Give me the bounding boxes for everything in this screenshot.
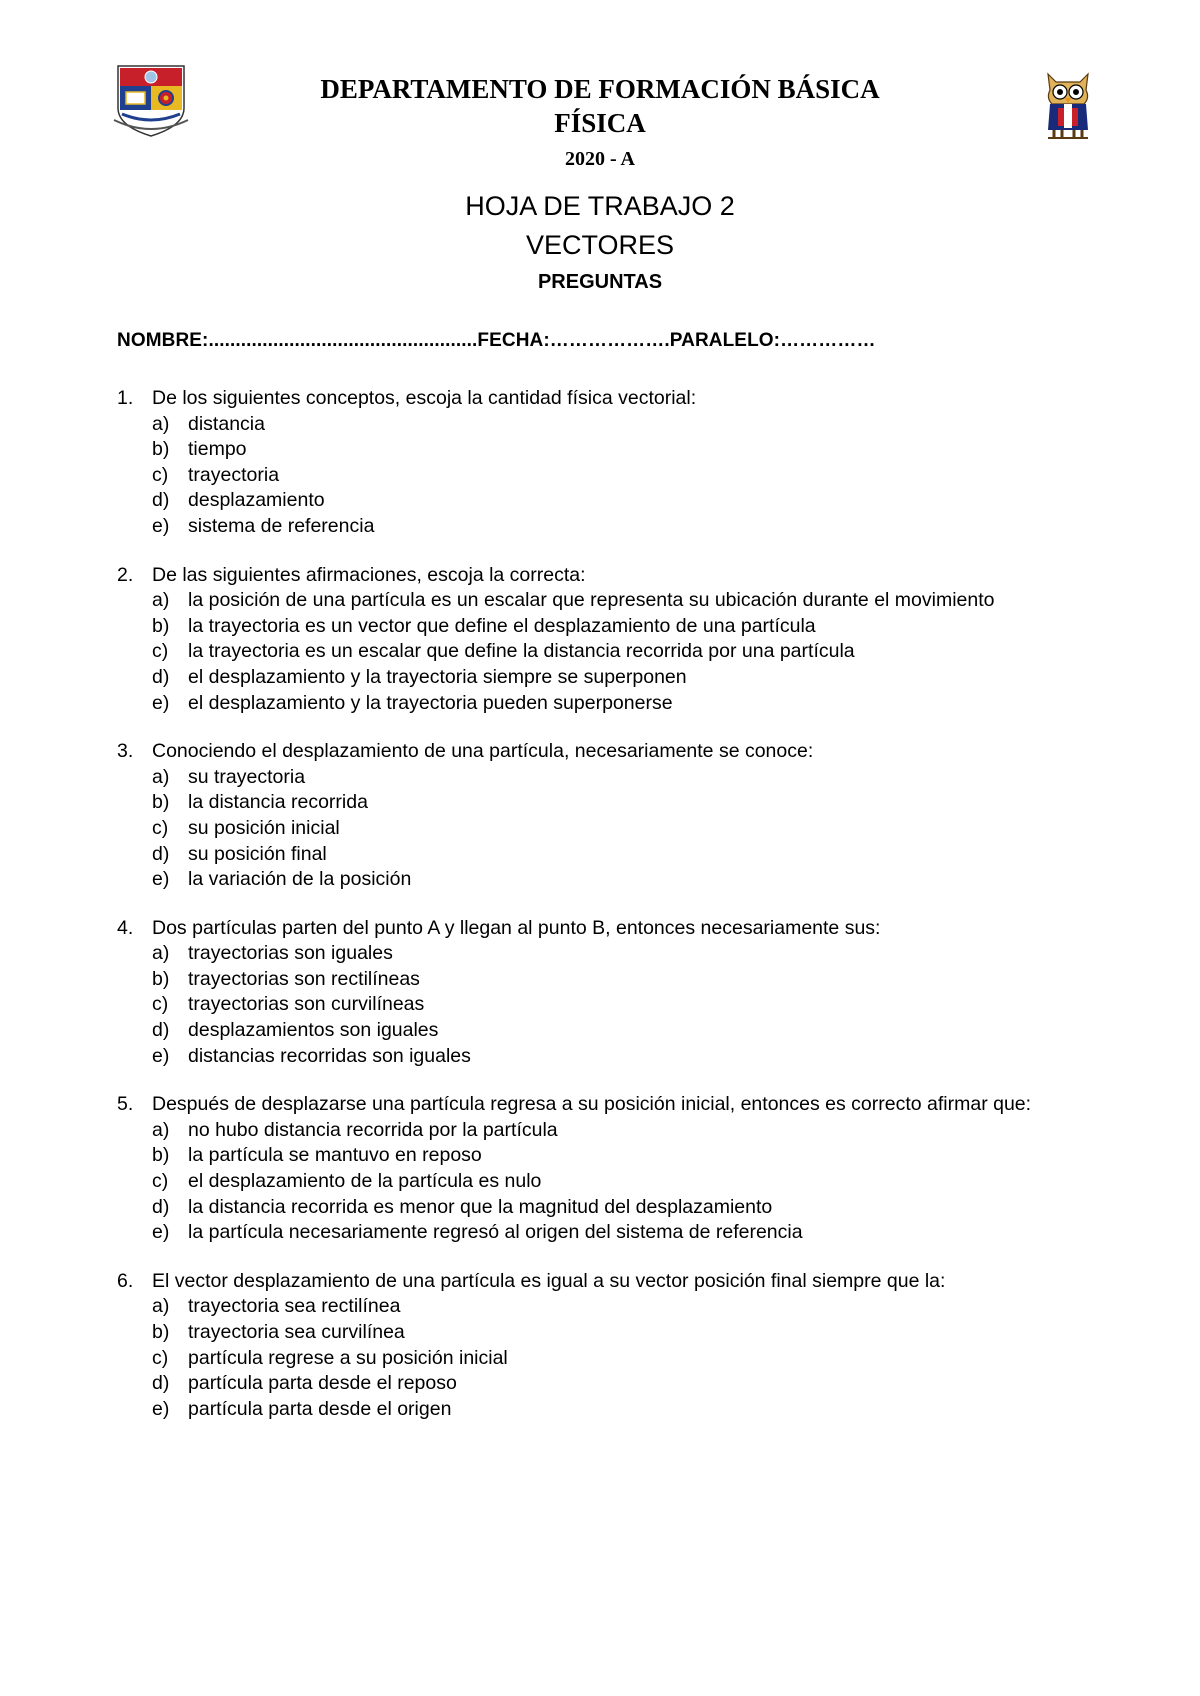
term-label: 2020 - A: [565, 148, 635, 170]
option-letter: b): [152, 967, 170, 990]
student-info-line: NOMBRE:..................................................FECHA:……………….PARALELO:……………: [117, 330, 876, 351]
answer-option: [152, 514, 1117, 540]
option-letter: e): [152, 691, 170, 714]
section-title: PREGUNTAS: [537, 271, 663, 293]
option-letter: d): [152, 1195, 170, 1218]
option-letter: c): [152, 463, 169, 486]
option-letter: d): [152, 1372, 170, 1395]
answer-option: [152, 1143, 1117, 1169]
answer-option: [152, 412, 1117, 438]
question-item: [117, 386, 1117, 540]
question-number: 5.: [117, 1093, 134, 1116]
option-letter: c): [152, 993, 169, 1016]
answer-option: [152, 437, 1117, 463]
option-text: la trayectoria es un vector que define el desplazamiento de una partícula: [188, 614, 816, 637]
option-text: la trayectoria es un escalar que define la distancia recorrida por una partícula: [188, 640, 855, 663]
question-text: De las siguientes afirmaciones, escoja la correcta:: [152, 563, 586, 586]
question-number: 1.: [117, 387, 134, 409]
question-number: 4.: [117, 916, 134, 939]
answer-option: [152, 790, 1117, 816]
option-text: el desplazamiento y la trayectoria pueden superponerse: [188, 691, 673, 714]
option-letter: c): [152, 640, 169, 663]
answer-options: [152, 765, 1117, 893]
answer-option: [152, 588, 1117, 614]
document-header: [0, 72, 1200, 176]
option-text: partícula regrese a su posición inicial: [188, 1346, 508, 1369]
question-item: [117, 1092, 1117, 1246]
option-text: su posición final: [188, 842, 327, 865]
worksheet-titles: [0, 186, 1200, 300]
option-text: trayectoria: [188, 463, 280, 486]
option-letter: d): [152, 665, 170, 688]
answer-option: [152, 1169, 1117, 1195]
answer-option: [152, 1346, 1117, 1372]
option-text: partícula parta desde el reposo: [188, 1372, 457, 1395]
answer-option: [152, 1294, 1117, 1320]
question-text: Conociendo el desplazamiento de una partícula, necesariamente se conoce:: [152, 740, 814, 763]
answer-option: [152, 691, 1117, 717]
topic-title: VECTORES: [525, 230, 675, 260]
answer-option: [152, 765, 1117, 791]
option-letter: e): [152, 1221, 170, 1244]
question-text: Después de desplazarse una partícula regresa a su posición inicial, entonces es correcto afirmar que:: [152, 1093, 1032, 1116]
question-number: 3.: [117, 740, 134, 763]
answer-option: [152, 816, 1117, 842]
answer-option: [152, 1397, 1117, 1423]
option-text: partícula parta desde el origen: [188, 1397, 452, 1420]
answer-option: [152, 842, 1117, 868]
question-item: [117, 739, 1117, 893]
option-text: la variación de la posición: [188, 868, 412, 891]
option-text: no hubo distancia recorrida por la partícula: [188, 1118, 558, 1141]
department-title: DEPARTAMENTO DE FORMACIÓN BÁSICA: [320, 74, 880, 104]
answer-options: [152, 412, 1117, 540]
option-letter: b): [152, 1321, 170, 1343]
option-letter: a): [152, 412, 170, 435]
option-text: el desplazamiento y la trayectoria siempre se superponen: [188, 665, 687, 688]
option-letter: d): [152, 1019, 170, 1042]
question-item: [117, 916, 1117, 1070]
question-item: [117, 1269, 1117, 1423]
option-text: la partícula necesariamente regresó al origen del sistema de referencia: [188, 1221, 803, 1244]
option-text: su trayectoria: [188, 765, 306, 788]
option-letter: b): [152, 614, 170, 637]
question-list: [117, 386, 1117, 1445]
option-letter: a): [152, 1118, 170, 1141]
answer-options: [152, 941, 1117, 1069]
option-letter: e): [152, 514, 170, 537]
option-text: trayectorias son rectilíneas: [188, 967, 420, 990]
option-letter: e): [152, 1044, 170, 1067]
answer-option: [152, 665, 1117, 691]
question-item: [117, 563, 1117, 717]
answer-option: [152, 1044, 1117, 1070]
sheet-title: HOJA DE TRABAJO 2: [465, 191, 735, 221]
option-text: distancias recorridas son iguales: [188, 1044, 471, 1067]
question-number: 6.: [117, 1269, 134, 1292]
answer-options: [152, 1294, 1117, 1422]
answer-options: [152, 588, 1117, 716]
option-text: trayectoria sea rectilínea: [188, 1295, 401, 1318]
answer-option: [152, 1018, 1117, 1044]
answer-option: [152, 639, 1117, 665]
option-letter: d): [152, 842, 170, 865]
option-letter: b): [152, 791, 170, 814]
option-text: trayectorias son curvilíneas: [188, 993, 425, 1016]
question-number: 2.: [117, 563, 134, 586]
option-text: trayectoria sea curvilínea: [188, 1321, 405, 1343]
option-letter: a): [152, 942, 170, 965]
answer-option: [152, 488, 1117, 514]
option-letter: c): [152, 1346, 169, 1369]
question-text: El vector desplazamiento de una partícula es igual a su vector posición final siempre que la:: [152, 1269, 946, 1292]
answer-option: [152, 1195, 1117, 1221]
answer-option: [152, 1118, 1117, 1144]
answer-option: [152, 1371, 1117, 1397]
question-text: De los siguientes conceptos, escoja la cantidad física vectorial:: [152, 387, 697, 409]
answer-option: [152, 967, 1117, 993]
option-letter: d): [152, 489, 170, 512]
answer-option: [152, 614, 1117, 640]
answer-option: [152, 867, 1117, 893]
answer-option: [152, 992, 1117, 1018]
option-text: desplazamientos son iguales: [188, 1019, 439, 1042]
option-letter: a): [152, 589, 170, 612]
option-text: tiempo: [188, 438, 247, 461]
option-text: su posición inicial: [188, 816, 340, 839]
answer-option: [152, 463, 1117, 489]
answer-option: [152, 1320, 1117, 1346]
option-text: la partícula se mantuvo en reposo: [188, 1144, 482, 1167]
option-text: trayectorias son iguales: [188, 942, 393, 965]
answer-options: [152, 1118, 1117, 1246]
option-text: sistema de referencia: [188, 514, 375, 537]
option-text: el desplazamiento de la partícula es nulo: [188, 1170, 542, 1193]
answer-option: [152, 941, 1117, 967]
option-text: desplazamiento: [188, 489, 325, 512]
option-letter: c): [152, 1170, 169, 1193]
option-letter: a): [152, 765, 170, 788]
option-letter: c): [152, 816, 169, 839]
option-letter: b): [152, 438, 170, 461]
option-text: la posición de una partícula es un escalar que representa su ubicación durante el movimiento: [188, 589, 995, 612]
subject-title: FÍSICA: [554, 108, 646, 138]
option-letter: b): [152, 1144, 170, 1167]
option-letter: e): [152, 1397, 170, 1420]
option-letter: a): [152, 1295, 170, 1318]
option-text: la distancia recorrida es menor que la magnitud del desplazamiento: [188, 1195, 773, 1218]
option-text: la distancia recorrida: [188, 791, 368, 814]
question-text: Dos partículas parten del punto A y llegan al punto B, entonces necesariamente sus:: [152, 916, 881, 939]
option-text: distancia: [188, 412, 265, 435]
option-letter: e): [152, 868, 170, 891]
answer-option: [152, 1220, 1117, 1246]
